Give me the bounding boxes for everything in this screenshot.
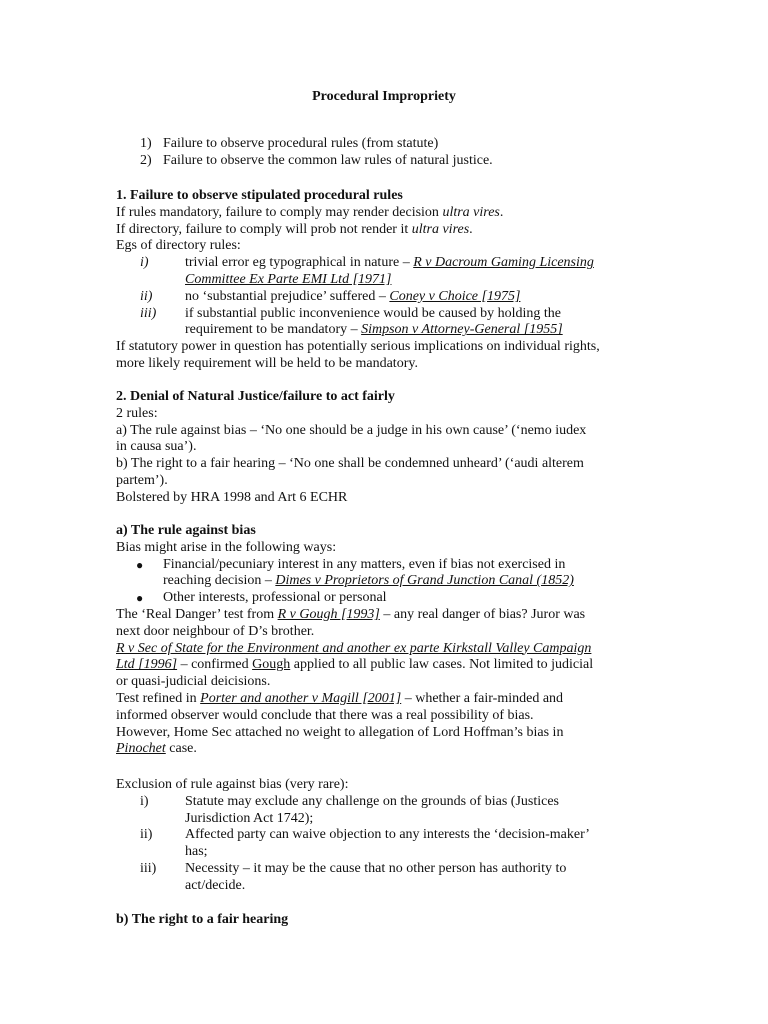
case-reference: Pinochet <box>116 741 166 757</box>
list-item: iii) Necessity – it may be the cause that no other person has authority to act/decide. <box>140 860 567 893</box>
case-reference: R v Sec of State for the Environment and another ex parte Kirkstall Valley Campaign <box>116 640 592 656</box>
bullet-item: ● Other interests, professional or personal <box>136 590 387 606</box>
page-title: Procedural Impropriety <box>312 89 456 104</box>
section-heading: Exclusion of rule against bias (very rare): <box>116 777 349 792</box>
case-reference: Committee Ex Parte EMI Ltd [1971] <box>185 271 392 287</box>
case-reference: Dimes v Proprietors of Grand Junction Canal (1852) <box>275 573 574 589</box>
bullet-icon: ● <box>136 557 144 572</box>
list-number: i) <box>140 255 149 271</box>
paragraph-line: Bias might arise in the following ways: <box>116 539 337 555</box>
paragraph-line: b) The right to a fair hearing – ‘No one shall be condemned unheard’ (‘audi alterem <box>116 456 584 472</box>
list-number: 1) <box>140 136 152 151</box>
paragraph-line: Pinochet case. <box>116 741 197 757</box>
intro-list <box>116 136 656 170</box>
paragraph-line: or quasi-judicial deicisions. <box>116 674 271 690</box>
paragraph-line: informed observer would conclude that there was a real possibility of bias. <box>116 707 534 723</box>
list-number: 2) <box>140 152 152 168</box>
paragraph-line: 2 rules: <box>116 405 158 421</box>
section-procedural-rules <box>116 188 656 373</box>
section-heading: b) The right to a fair hearing <box>116 912 289 927</box>
paragraph-line: in causa sua’). <box>116 439 197 455</box>
paragraph-line: The ‘Real Danger’ test from R v Gough [1993] – any real danger of bias? Juror was <box>116 606 586 622</box>
case-reference: Gough <box>252 657 291 673</box>
paragraph-line: If rules mandatory, failure to comply may render decision ultra vires. <box>116 204 504 220</box>
paragraph-line: Test refined in Porter and another v Magill [2001] – whether a fair-minded and <box>116 690 564 706</box>
paragraph-line: Egs of directory rules: <box>116 238 241 254</box>
case-reference: Coney v Choice [1975] <box>389 288 521 304</box>
list-item: i) trivial error eg typographical in nature – R v Dacroum Gaming Licensing Committee Ex Parte EMI Ltd [1971] <box>140 255 594 287</box>
list-item: ii) no ‘substantial prejudice’ suffered – Coney v Choice [1975] <box>140 288 521 304</box>
case-reference: Ltd [1996] <box>116 657 178 673</box>
paragraph-line: partem’). <box>116 472 168 488</box>
list-number: ii) <box>140 288 153 304</box>
section-rule-against-bias <box>116 523 656 758</box>
section-heading: a) The rule against bias <box>116 523 256 538</box>
section-natural-justice <box>116 389 656 507</box>
paragraph-line: If directory, failure to comply will prob not render it ultra vires. <box>116 221 473 237</box>
case-reference: R v Gough [1993] <box>277 606 380 622</box>
list-item <box>116 136 656 153</box>
bullet-icon: ● <box>136 591 144 606</box>
paragraph-line: However, Home Sec attached no weight to allegation of Lord Hoffman’s bias in <box>116 724 564 740</box>
list-item <box>116 153 656 170</box>
section-heading: 1. Failure to observe stipulated procedural rules <box>116 188 403 203</box>
paragraph-line: next door neighbour of D’s brother. <box>116 623 315 639</box>
section-fair-hearing <box>116 912 656 929</box>
paragraph-line: more likely requirement will be held to be mandatory. <box>116 355 418 371</box>
list-item: i) Statute may exclude any challenge on the grounds of bias (Justices Jurisdiction Act 1742); <box>140 793 560 826</box>
paragraph-line: If statutory power in question has potentially serious implications on individual rights, <box>116 339 600 355</box>
paragraph-line: Ltd [1996] – confirmed Gough applied to all public law cases. Not limited to judicial <box>116 657 594 673</box>
section-exclusion <box>116 777 656 895</box>
list-number: ii) <box>140 827 153 843</box>
case-reference: Simpson v Attorney-General [1955] <box>361 322 563 338</box>
list-item-text: Failure to observe procedural rules (from statute) <box>163 136 439 151</box>
list-number: iii) <box>140 860 157 876</box>
list-number: i) <box>140 793 149 809</box>
case-reference: Porter and another v Magill [2001] <box>200 690 402 706</box>
list-item: iii) if substantial public inconvenience would be caused by holding the requirement to be mandatory – Simpson v Attorney-General [1955] <box>140 305 563 338</box>
case-reference: R v Dacroum Gaming Licensing <box>413 255 594 271</box>
list-item-text: Failure to observe the common law rules of natural justice. <box>163 152 493 168</box>
list-number: iii) <box>140 305 157 321</box>
section-heading: 2. Denial of Natural Justice/failure to act fairly <box>116 389 395 404</box>
paragraph-line: Bolstered by HRA 1998 and Art 6 ECHR <box>116 489 348 505</box>
paragraph-line <box>116 641 656 658</box>
bullet-item: ● Financial/pecuniary interest in any matters, even if bias not exercised in reaching decision – Dimes v Proprietors of Grand Junction Canal (1852) <box>136 556 574 589</box>
list-item: ii) Affected party can waive objection to any interests the ‘decision-maker’ has; <box>140 827 590 860</box>
paragraph-line: a) The rule against bias – ‘No one should be a judge in his own cause’ (‘nemo iudex <box>116 422 587 438</box>
